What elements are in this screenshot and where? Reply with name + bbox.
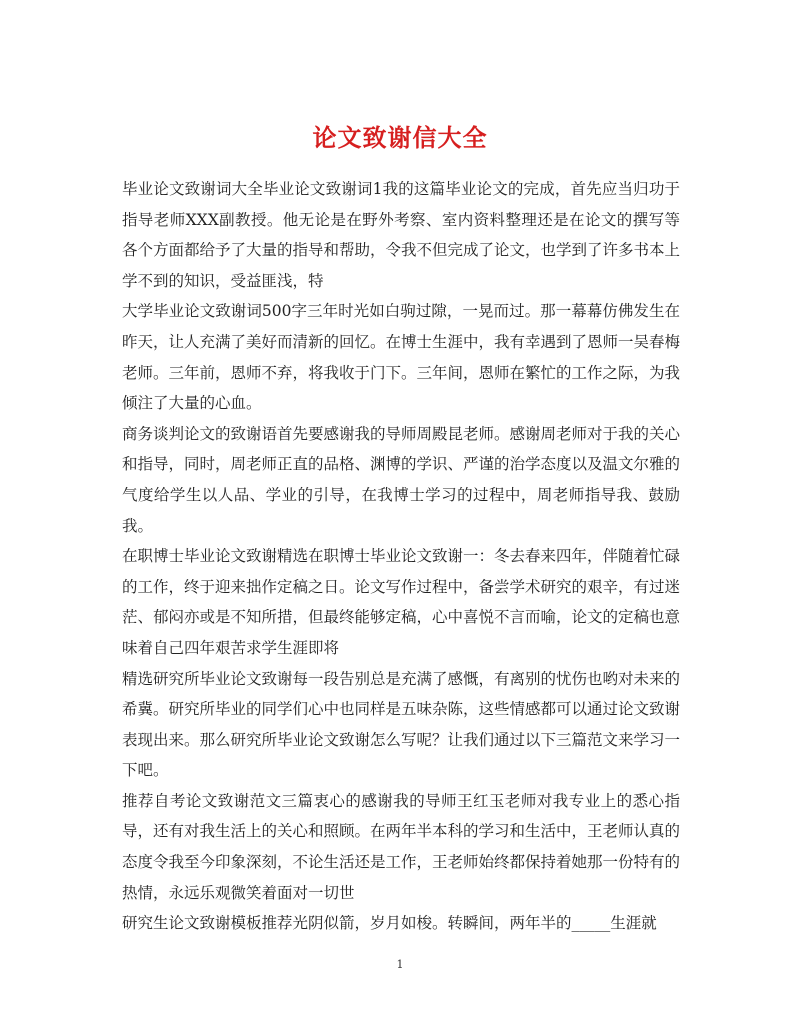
page-number: 1 (396, 958, 404, 971)
document-title: 论文致谢信大全 (312, 123, 488, 153)
paragraph-6: 推荐自考论文致谢范文三篇衷心的感谢我的导师王红玉老师对我专业上的悉心指导，还有对我生活上的关心和照顾。在两年半本科的学习和生活中，王老师认真的态度令我至今印象深刻，不论生活还是工作，王老师始终都保持着她那一份特有的热情，永远乐观微笑着面对一切世 (122, 791, 681, 902)
document-body (122, 174, 680, 939)
paragraph-2: 大学毕业论文致谢词500字三年时光如白驹过隙，一晃而过。那一幕幕仿佛发生在昨天，让人充满了美好而清新的回忆。在博士生涯中，我有幸遇到了恩师一吴春梅老师。三年前，恩师不弃，将我收于门下。三年间，恩师在繁忙的工作之际，为我倾注了大量的心血。 (122, 302, 681, 413)
paragraph-3: 商务谈判论文的致谢语首先要感谢我的导师周殿昆老师。感谢周老师对于我的关心和指导，同时，周老师正直的品格、渊博的学识、严谨的治学态度以及温文尔雅的气度给学生以人品、学业的引导，在我博士学习的过程中，周老师指导我、鼓励我。 (122, 424, 681, 535)
paragraph-5: 精选研究所毕业论文致谢每一段告别总是充满了感慨，有离别的忧伤也哟对未来的希冀。研究所毕业的同学们心中也同样是五味杂陈，这些情感都可以通过论文致谢表现出来。那么研究所毕业论文致谢怎么写呢？让我们通过以下三篇范文来学习一下吧。 (122, 669, 681, 780)
paragraph-7: 研究生论文致谢模板推荐光阴似箭，岁月如梭。转瞬间，两年半的_____生涯就 (122, 914, 657, 933)
paragraph-1: 毕业论文致谢词大全毕业论文致谢词1我的这篇毕业论文的完成，首先应当归功于指导老师XXX副教授。他无论是在野外考察、室内资料整理还是在论文的撰写等各个方面都给予了大量的指导和帮助，令我不但完成了论文，也学到了许多书本上学不到的知识，受益匪浅，特 (122, 180, 681, 290)
paragraph-4: 在职博士毕业论文致谢精选在职博士毕业论文致谢一：冬去春来四年，伴随着忙碌的工作，终于迎来拙作定稿之日。论文写作过程中，备尝学术研究的艰辛，有过迷茫、郁闷亦或是不知所措，但最终能够定稿，心中喜悦不言而喻，论文的定稿也意味着自己四年艰苦求学生涯即将 (122, 547, 681, 657)
